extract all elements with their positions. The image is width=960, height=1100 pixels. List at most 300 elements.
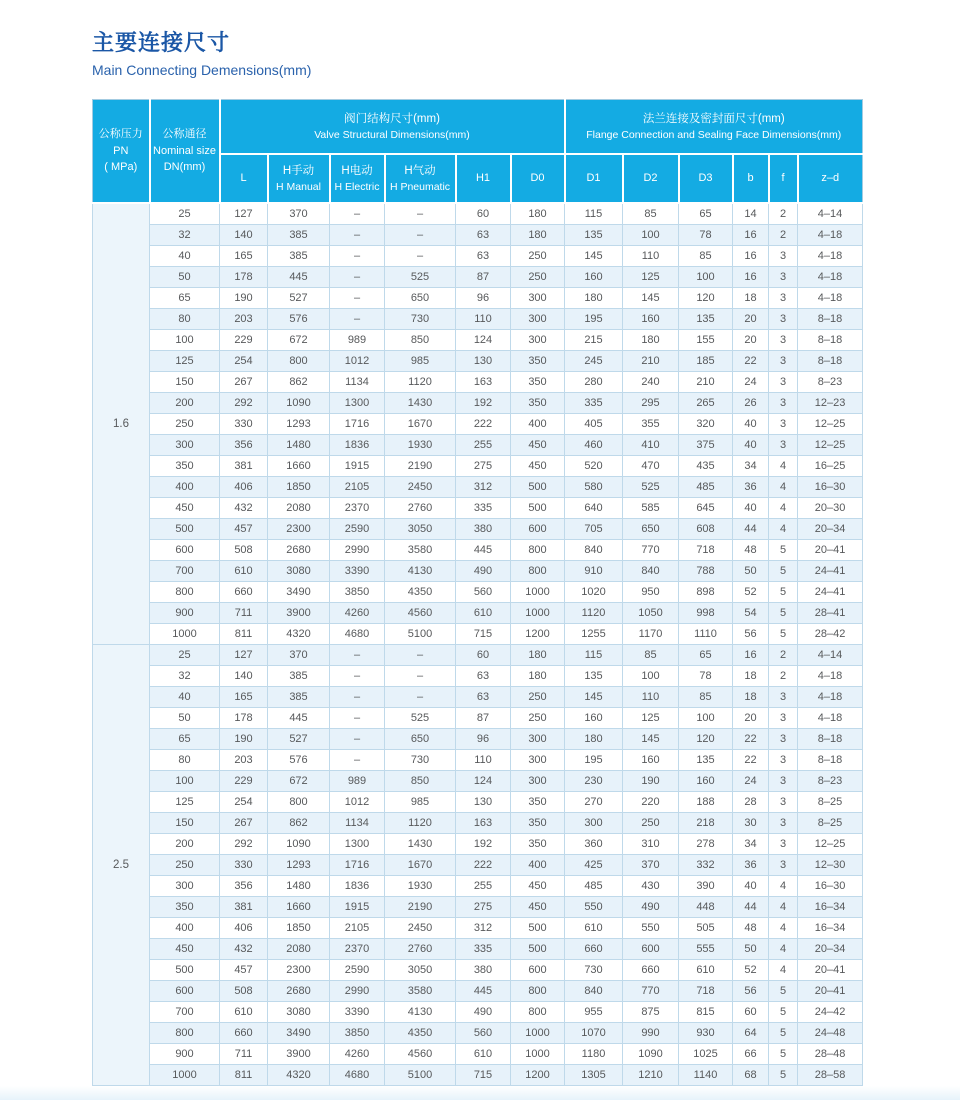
dimension-cell: 8–18 bbox=[798, 729, 863, 750]
dimension-cell: 660 bbox=[623, 960, 679, 981]
dimension-cell: 1480 bbox=[268, 435, 330, 456]
dimension-cell: 215 bbox=[565, 330, 623, 351]
dimension-cell: 28–48 bbox=[798, 1044, 863, 1065]
dimension-cell: 14 bbox=[733, 203, 769, 225]
dimension-cell: 770 bbox=[623, 981, 679, 1002]
dimension-cell: 800 bbox=[150, 582, 220, 603]
dimension-cell: 3390 bbox=[330, 561, 385, 582]
dimension-cell: – bbox=[330, 708, 385, 729]
dimension-cell: 840 bbox=[565, 540, 623, 561]
dimension-cell: 985 bbox=[385, 792, 456, 813]
dimension-cell: 770 bbox=[623, 540, 679, 561]
dimension-cell: 840 bbox=[565, 981, 623, 1002]
dimension-cell: 525 bbox=[385, 708, 456, 729]
dimension-cell: 600 bbox=[150, 981, 220, 1002]
dimension-cell: 180 bbox=[511, 225, 565, 246]
dimension-cell: 1716 bbox=[330, 855, 385, 876]
dimension-cell: 267 bbox=[220, 813, 268, 834]
dimension-cell: 24–41 bbox=[798, 561, 863, 582]
dimension-cell: 190 bbox=[220, 729, 268, 750]
dimension-cell: 300 bbox=[565, 813, 623, 834]
dimension-cell: 350 bbox=[150, 456, 220, 477]
dimension-cell: 150 bbox=[150, 372, 220, 393]
dimension-cell: 370 bbox=[623, 855, 679, 876]
table-row bbox=[93, 456, 863, 477]
dimension-cell: 718 bbox=[679, 540, 733, 561]
dimension-cell: 190 bbox=[220, 288, 268, 309]
dimension-cell: 1070 bbox=[565, 1023, 623, 1044]
dimension-cell: 330 bbox=[220, 414, 268, 435]
dimension-cell: 16–34 bbox=[798, 897, 863, 918]
dimension-cell: 335 bbox=[456, 498, 511, 519]
dimension-cell: 2190 bbox=[385, 897, 456, 918]
dimension-cell: 610 bbox=[565, 918, 623, 939]
dimension-cell: 410 bbox=[623, 435, 679, 456]
dimension-cell: 875 bbox=[623, 1002, 679, 1023]
dimension-cell: 400 bbox=[150, 477, 220, 498]
dimension-cell: 2760 bbox=[385, 498, 456, 519]
dimension-cell: 160 bbox=[623, 309, 679, 330]
dimension-cell: 65 bbox=[679, 645, 733, 666]
dimension-cell: 80 bbox=[150, 750, 220, 771]
dimension-cell: 1020 bbox=[565, 582, 623, 603]
dimension-cell: 500 bbox=[511, 477, 565, 498]
dimension-cell: 457 bbox=[220, 519, 268, 540]
dimension-cell: 356 bbox=[220, 876, 268, 897]
dimension-cell: 1660 bbox=[268, 456, 330, 477]
dimension-cell: 68 bbox=[733, 1065, 769, 1086]
dimension-cell: – bbox=[385, 687, 456, 708]
dimension-cell: 3 bbox=[769, 729, 798, 750]
dimension-cell: 32 bbox=[150, 225, 220, 246]
header-col-z-d: z–d bbox=[798, 154, 863, 203]
dimension-cell: 52 bbox=[733, 582, 769, 603]
dimension-cell: 1025 bbox=[679, 1044, 733, 1065]
dimension-cell: 1210 bbox=[623, 1065, 679, 1086]
dimension-cell: 28–42 bbox=[798, 624, 863, 645]
dimension-cell: 4350 bbox=[385, 1023, 456, 1044]
dimension-cell: 1670 bbox=[385, 414, 456, 435]
dimension-cell: 96 bbox=[456, 288, 511, 309]
dimension-cell: 450 bbox=[511, 897, 565, 918]
dimension-cell: 240 bbox=[623, 372, 679, 393]
dimension-cell: 356 bbox=[220, 435, 268, 456]
dimension-cell: 505 bbox=[679, 918, 733, 939]
dimension-cell: 1670 bbox=[385, 855, 456, 876]
dimension-cell: 2300 bbox=[268, 960, 330, 981]
dimension-cell: 350 bbox=[511, 393, 565, 414]
dimension-cell: 40 bbox=[150, 687, 220, 708]
dimension-cell: – bbox=[330, 246, 385, 267]
dimension-cell: 650 bbox=[385, 729, 456, 750]
header-nominal-size: 公称通径 Nominal size DN(mm) bbox=[150, 100, 220, 204]
dimension-cell: 220 bbox=[623, 792, 679, 813]
table-row bbox=[93, 939, 863, 960]
dimension-cell: 66 bbox=[733, 1044, 769, 1065]
dimension-cell: 180 bbox=[565, 729, 623, 750]
dimension-cell: 20 bbox=[733, 330, 769, 351]
dimension-cell: 527 bbox=[268, 288, 330, 309]
dimension-cell: 576 bbox=[268, 750, 330, 771]
table-row bbox=[93, 813, 863, 834]
table-row bbox=[93, 792, 863, 813]
dimension-cell: 222 bbox=[456, 855, 511, 876]
dimension-cell: 185 bbox=[679, 351, 733, 372]
dimension-cell: 445 bbox=[456, 540, 511, 561]
dimension-cell: 470 bbox=[623, 456, 679, 477]
dimension-cell: 2300 bbox=[268, 519, 330, 540]
dimension-cell: 2760 bbox=[385, 939, 456, 960]
dimension-cell: – bbox=[330, 666, 385, 687]
dimension-cell: 50 bbox=[150, 708, 220, 729]
dimension-cell: 5 bbox=[769, 582, 798, 603]
page-title: 主要连接尺寸 bbox=[92, 30, 231, 55]
dimension-cell: 1480 bbox=[268, 876, 330, 897]
dimension-cell: 28–41 bbox=[798, 603, 863, 624]
dimension-cell: – bbox=[330, 645, 385, 666]
dimension-cell: 840 bbox=[623, 561, 679, 582]
header-col-d0: D0 bbox=[511, 154, 565, 203]
dimension-cell: 450 bbox=[150, 939, 220, 960]
dimension-cell: 1660 bbox=[268, 897, 330, 918]
dimension-cell: 222 bbox=[456, 414, 511, 435]
dimension-cell: 50 bbox=[150, 267, 220, 288]
dimension-cell: 1090 bbox=[268, 834, 330, 855]
table-row bbox=[93, 540, 863, 561]
dimension-cell: 165 bbox=[220, 246, 268, 267]
dimension-cell: 265 bbox=[679, 393, 733, 414]
dimension-cell: 188 bbox=[679, 792, 733, 813]
dimension-cell: 1000 bbox=[511, 1044, 565, 1065]
dimension-cell: 406 bbox=[220, 477, 268, 498]
table-row bbox=[93, 267, 863, 288]
dimension-cell: 3080 bbox=[268, 561, 330, 582]
dimension-cell: 12–30 bbox=[798, 855, 863, 876]
dimension-cell: 12–23 bbox=[798, 393, 863, 414]
dimension-cell: 1110 bbox=[679, 624, 733, 645]
dimension-cell: 1716 bbox=[330, 414, 385, 435]
dimension-cell: 120 bbox=[679, 288, 733, 309]
dimension-cell: 2 bbox=[769, 666, 798, 687]
dimension-cell: 165 bbox=[220, 687, 268, 708]
dimension-cell: 1430 bbox=[385, 834, 456, 855]
dimension-cell: 20–41 bbox=[798, 540, 863, 561]
table-row bbox=[93, 1065, 863, 1086]
dimension-cell: 130 bbox=[456, 792, 511, 813]
dimension-cell: 25 bbox=[150, 645, 220, 666]
dimension-cell: – bbox=[330, 203, 385, 225]
dimension-cell: 450 bbox=[511, 435, 565, 456]
header-col-h-pneumatic: H气动 H Pneumatic bbox=[385, 154, 456, 203]
dimension-cell: 8–18 bbox=[798, 351, 863, 372]
dimension-cell: 500 bbox=[511, 498, 565, 519]
dimension-cell: 500 bbox=[150, 519, 220, 540]
dimension-cell: 910 bbox=[565, 561, 623, 582]
dimension-cell: 485 bbox=[565, 876, 623, 897]
dimension-cell: 3 bbox=[769, 351, 798, 372]
dimension-cell: 40 bbox=[733, 414, 769, 435]
dimension-cell: 44 bbox=[733, 897, 769, 918]
dimension-cell: 4350 bbox=[385, 582, 456, 603]
dimension-cell: 1134 bbox=[330, 813, 385, 834]
table-row bbox=[93, 834, 863, 855]
dimension-cell: 580 bbox=[565, 477, 623, 498]
dimension-cell: 110 bbox=[623, 246, 679, 267]
dimension-cell: 250 bbox=[150, 414, 220, 435]
dimension-cell: 250 bbox=[150, 855, 220, 876]
dimension-cell: 60 bbox=[456, 203, 511, 225]
table-row bbox=[93, 960, 863, 981]
dimension-cell: 660 bbox=[220, 1023, 268, 1044]
dimension-cell: 100 bbox=[623, 666, 679, 687]
dimension-cell: 2 bbox=[769, 645, 798, 666]
dimension-cell: 16 bbox=[733, 645, 769, 666]
dimension-cell: 700 bbox=[150, 1002, 220, 1023]
table-row bbox=[93, 288, 863, 309]
table-row bbox=[93, 729, 863, 750]
dimension-cell: 2680 bbox=[268, 540, 330, 561]
dimension-cell: 525 bbox=[385, 267, 456, 288]
dimension-cell: 40 bbox=[733, 435, 769, 456]
dimension-cell: 930 bbox=[679, 1023, 733, 1044]
dimension-cell: 127 bbox=[220, 645, 268, 666]
dimension-cell: 5 bbox=[769, 540, 798, 561]
dimension-cell: 8–25 bbox=[798, 792, 863, 813]
dimension-cell: 312 bbox=[456, 477, 511, 498]
header-group-valve-structural: 阀门结构尺寸(mm) Valve Structural Dimensions(mm) bbox=[220, 100, 565, 155]
dimension-cell: 4–18 bbox=[798, 708, 863, 729]
dimension-cell: 24 bbox=[733, 771, 769, 792]
dimension-cell: 63 bbox=[456, 225, 511, 246]
dimension-cell: 300 bbox=[511, 750, 565, 771]
table-header bbox=[93, 100, 863, 204]
dimension-cell: 5 bbox=[769, 1023, 798, 1044]
dimension-cell: 330 bbox=[220, 855, 268, 876]
dimension-cell: 508 bbox=[220, 981, 268, 1002]
dimension-cell: 4560 bbox=[385, 1044, 456, 1065]
dimension-cell: 163 bbox=[456, 372, 511, 393]
dimension-cell: 20–34 bbox=[798, 939, 863, 960]
dimension-cell: 560 bbox=[456, 1023, 511, 1044]
dimension-cell: 135 bbox=[679, 750, 733, 771]
dimension-cell: 255 bbox=[456, 435, 511, 456]
dimension-cell: – bbox=[385, 645, 456, 666]
dimension-cell: 140 bbox=[220, 225, 268, 246]
dimension-cell: 350 bbox=[511, 813, 565, 834]
table-row bbox=[93, 203, 863, 225]
dimension-cell: 26 bbox=[733, 393, 769, 414]
dimension-cell: 490 bbox=[623, 897, 679, 918]
dimension-cell: 110 bbox=[623, 687, 679, 708]
dimension-cell: 3080 bbox=[268, 1002, 330, 1023]
dimension-cell: 610 bbox=[220, 561, 268, 582]
dimension-cell: 730 bbox=[385, 309, 456, 330]
dimension-cell: 278 bbox=[679, 834, 733, 855]
dimension-cell: 5100 bbox=[385, 1065, 456, 1086]
dimension-cell: 300 bbox=[511, 309, 565, 330]
dimension-cell: 1930 bbox=[385, 876, 456, 897]
dimension-cell: 4560 bbox=[385, 603, 456, 624]
dimension-cell: 145 bbox=[565, 687, 623, 708]
dimension-cell: 335 bbox=[456, 939, 511, 960]
dimension-cell: 4 bbox=[769, 876, 798, 897]
dimension-cell: 1120 bbox=[565, 603, 623, 624]
dimension-cell: 490 bbox=[456, 561, 511, 582]
table-row bbox=[93, 309, 863, 330]
table-row bbox=[93, 897, 863, 918]
dimension-cell: 8–18 bbox=[798, 330, 863, 351]
dimension-cell: 40 bbox=[733, 876, 769, 897]
dimension-cell: 500 bbox=[511, 918, 565, 939]
dimension-cell: 711 bbox=[220, 603, 268, 624]
dimension-cell: 200 bbox=[150, 393, 220, 414]
dimension-cell: – bbox=[385, 203, 456, 225]
dimension-cell: 192 bbox=[456, 834, 511, 855]
header-group-flange-connection: 法兰连接及密封面尺寸(mm) Flange Connection and Sealing Face Dimensions(mm) bbox=[565, 100, 863, 155]
dimension-cell: 400 bbox=[511, 855, 565, 876]
dimension-cell: 4–18 bbox=[798, 246, 863, 267]
dimension-cell: 36 bbox=[733, 477, 769, 498]
dimension-cell: 445 bbox=[268, 708, 330, 729]
dimension-cell: 4 bbox=[769, 498, 798, 519]
dimension-cell: 4 bbox=[769, 939, 798, 960]
dimension-cell: 800 bbox=[511, 981, 565, 1002]
dimension-cell: 180 bbox=[511, 666, 565, 687]
dimension-cell: 718 bbox=[679, 981, 733, 1002]
dimension-cell: 250 bbox=[511, 687, 565, 708]
dimension-cell: 3 bbox=[769, 750, 798, 771]
dimension-cell: 405 bbox=[565, 414, 623, 435]
dimension-cell: 1293 bbox=[268, 855, 330, 876]
dimension-cell: 550 bbox=[623, 918, 679, 939]
dimension-cell: 300 bbox=[511, 729, 565, 750]
dimension-cell: 380 bbox=[456, 960, 511, 981]
dimension-cell: 115 bbox=[565, 203, 623, 225]
dimension-cell: 608 bbox=[679, 519, 733, 540]
dimension-cell: 18 bbox=[733, 687, 769, 708]
dimension-cell: 4 bbox=[769, 519, 798, 540]
dimension-cell: 16–34 bbox=[798, 918, 863, 939]
dimension-cell: 432 bbox=[220, 939, 268, 960]
dimension-cell: 5 bbox=[769, 603, 798, 624]
dimension-cell: 254 bbox=[220, 792, 268, 813]
dimension-cell: 16 bbox=[733, 246, 769, 267]
table-row bbox=[93, 771, 863, 792]
dimension-cell: 1915 bbox=[330, 897, 385, 918]
dimension-cell: 140 bbox=[220, 666, 268, 687]
dimension-cell: 8–18 bbox=[798, 309, 863, 330]
table-row bbox=[93, 1044, 863, 1065]
dimension-cell: 30 bbox=[733, 813, 769, 834]
dimension-cell: 800 bbox=[268, 792, 330, 813]
dimension-cell: 457 bbox=[220, 960, 268, 981]
dimension-cell: 2990 bbox=[330, 981, 385, 1002]
dimension-cell: 125 bbox=[623, 708, 679, 729]
dimension-cell: 180 bbox=[623, 330, 679, 351]
table-row bbox=[93, 645, 863, 666]
dimension-cell: 145 bbox=[623, 288, 679, 309]
dimension-cell: 5 bbox=[769, 1002, 798, 1023]
dimension-cell: 1430 bbox=[385, 393, 456, 414]
table-row bbox=[93, 708, 863, 729]
dimension-cell: – bbox=[330, 225, 385, 246]
dimension-cell: 85 bbox=[623, 645, 679, 666]
table-row bbox=[93, 981, 863, 1002]
dimension-cell: 100 bbox=[679, 267, 733, 288]
dimension-cell: 3850 bbox=[330, 1023, 385, 1044]
dimension-cell: 78 bbox=[679, 666, 733, 687]
dimension-cell: 155 bbox=[679, 330, 733, 351]
dimension-cell: 135 bbox=[679, 309, 733, 330]
dimension-cell: 160 bbox=[565, 708, 623, 729]
dimension-cell: 811 bbox=[220, 624, 268, 645]
header-col-h1: H1 bbox=[456, 154, 511, 203]
dimension-cell: 715 bbox=[456, 1065, 511, 1086]
dimension-cell: 650 bbox=[623, 519, 679, 540]
page-bottom-tint bbox=[0, 1086, 960, 1100]
dimension-cell: 955 bbox=[565, 1002, 623, 1023]
dimension-cell: 850 bbox=[385, 771, 456, 792]
dimension-cell: 4680 bbox=[330, 624, 385, 645]
dimension-cell: 2 bbox=[769, 225, 798, 246]
dimension-cell: 4320 bbox=[268, 624, 330, 645]
dimensions-table bbox=[92, 99, 863, 1086]
dimension-cell: 2 bbox=[769, 203, 798, 225]
dimension-cell: 3 bbox=[769, 414, 798, 435]
table-row bbox=[93, 855, 863, 876]
table-row bbox=[93, 687, 863, 708]
dimension-cell: – bbox=[385, 246, 456, 267]
dimension-cell: 450 bbox=[511, 456, 565, 477]
dimension-cell: 180 bbox=[511, 645, 565, 666]
dimension-cell: 78 bbox=[679, 225, 733, 246]
dimension-cell: 800 bbox=[511, 1002, 565, 1023]
dimension-cell: 610 bbox=[456, 603, 511, 624]
dimension-cell: 160 bbox=[623, 750, 679, 771]
dimension-cell: 989 bbox=[330, 330, 385, 351]
header-col-d1: D1 bbox=[565, 154, 623, 203]
dimension-cell: 2450 bbox=[385, 918, 456, 939]
dimension-cell: 5 bbox=[769, 1044, 798, 1065]
dimension-cell: 87 bbox=[456, 708, 511, 729]
dimension-cell: 650 bbox=[385, 288, 456, 309]
dimension-cell: 5 bbox=[769, 1065, 798, 1086]
dimension-cell: 250 bbox=[511, 246, 565, 267]
dimension-cell: – bbox=[330, 687, 385, 708]
dimension-cell: 4–18 bbox=[798, 225, 863, 246]
dimension-cell: 65 bbox=[150, 729, 220, 750]
header-col-b: b bbox=[733, 154, 769, 203]
dimension-cell: 300 bbox=[150, 435, 220, 456]
dimension-cell: 20–30 bbox=[798, 498, 863, 519]
dimension-cell: 1930 bbox=[385, 435, 456, 456]
dimension-cell: 4–18 bbox=[798, 687, 863, 708]
dimension-cell: 4260 bbox=[330, 1044, 385, 1065]
table-row bbox=[93, 603, 863, 624]
dimension-cell: 1012 bbox=[330, 792, 385, 813]
dimension-cell: 1300 bbox=[330, 393, 385, 414]
dimension-cell: 862 bbox=[268, 813, 330, 834]
dimension-cell: 3850 bbox=[330, 582, 385, 603]
dimension-cell: 4 bbox=[769, 477, 798, 498]
dimension-cell: 4 bbox=[769, 918, 798, 939]
dimension-cell: 2590 bbox=[330, 960, 385, 981]
dimension-cell: 576 bbox=[268, 309, 330, 330]
dimension-cell: 3 bbox=[769, 330, 798, 351]
dimension-cell: 203 bbox=[220, 750, 268, 771]
dimension-cell: 8–18 bbox=[798, 750, 863, 771]
dimension-cell: 950 bbox=[623, 582, 679, 603]
